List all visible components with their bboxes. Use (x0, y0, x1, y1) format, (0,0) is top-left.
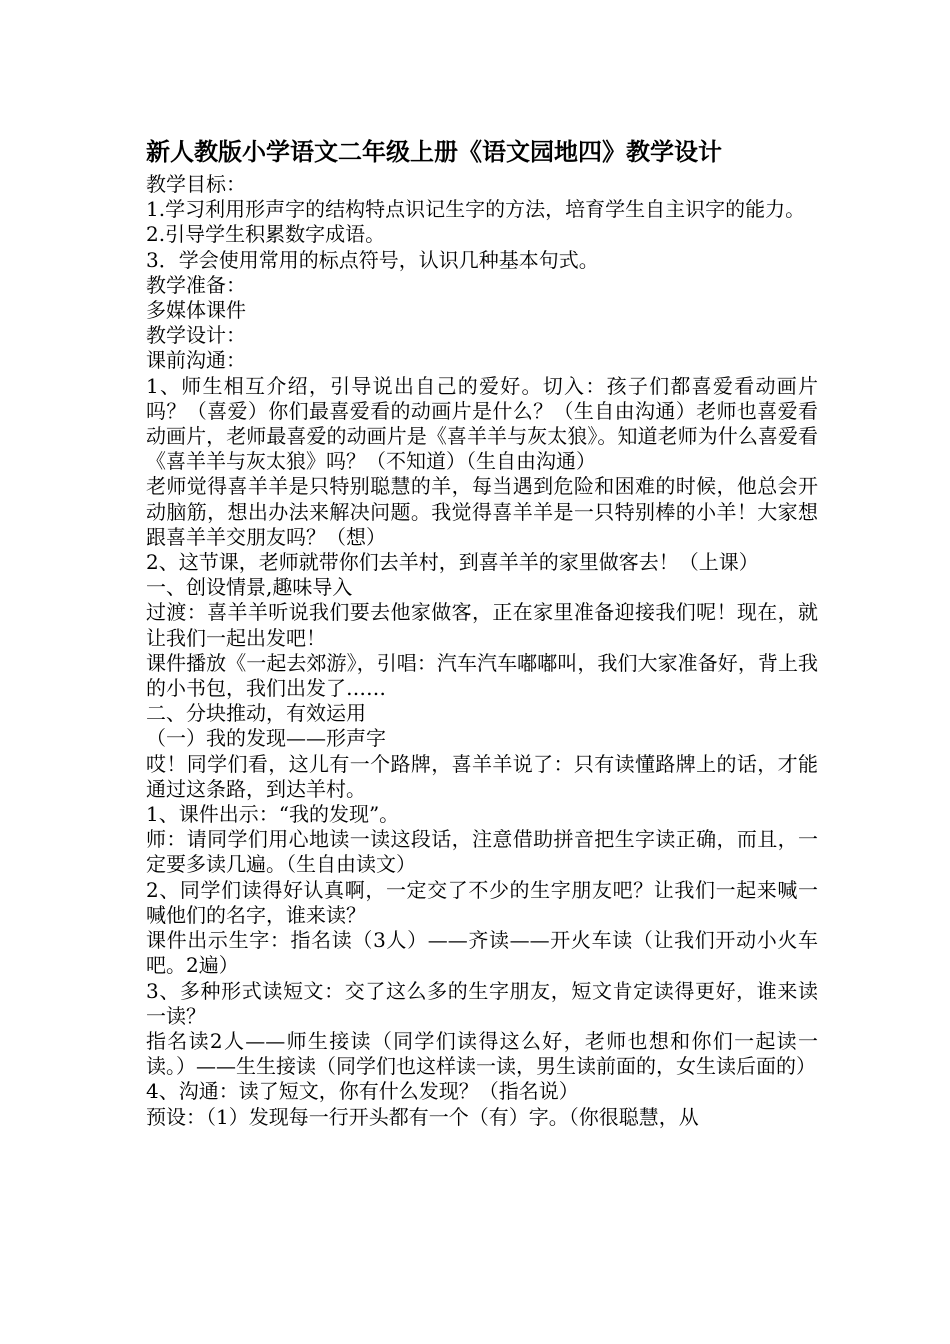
paragraph: 教学设计： (146, 323, 246, 348)
paragraph: 课前沟通： (146, 348, 246, 373)
paragraph: 哎！同学们看，这儿有一个路牌，喜羊羊说了：只有读懂路牌上的话，才能通过这条路，到达羊村。 (146, 751, 818, 801)
subsection-heading: （一）我的发现——形声字 (146, 726, 386, 751)
paragraph: 1.学习利用形声字的结构特点识记生字的方法，培育学生自主识字的能力。 (146, 197, 806, 222)
paragraph: 1、师生相互介绍，引导说出自己的爱好。切入：孩子们都喜爱看动画片吗？（喜爱）你们最喜爱看的动画片是什么？（生自由沟通）老师也喜爱看动画片，老师最喜爱的动画片是《喜羊羊与灰太狼》。知道老师为什么喜爱看《喜羊羊与灰太狼》吗？（不知道）（生自由沟通） (146, 373, 818, 474)
paragraph: 3、多种形式读短文：交了这么多的生字朋友，短文肯定读得更好，谁来读一读？ (146, 978, 818, 1028)
paragraph: 教学准备： (146, 272, 246, 297)
document-title: 新人教版小学语文二年级上册《语文园地四》教学设计 (146, 137, 722, 166)
paragraph: 教学目标： (146, 172, 246, 196)
paragraph: 2、同学们读得好认真啊，一定交了不少的生字朋友吧？让我们一起来喊一喊他们的名字，谁来读？ (146, 877, 818, 927)
document-body (146, 172, 818, 1130)
paragraph: 指名读2人——师生接读（同学们读得这么好，老师也想和你们一起读一读。）——生生接读（同学们也这样读一读，男生读前面的，女生读后面的） (146, 1028, 818, 1079)
paragraph: 师：请同学们用心地读一读这段话，注意借助拼音把生字读正确，而且，一定要多读几遍。（生自由读文） (146, 827, 818, 877)
paragraph: 课件播放《一起去郊游》，引唱：汽车汽车嘟嘟叫，我们大家准备好，背上我的小书包，我们出发了…… (146, 650, 818, 701)
paragraph: 4、沟通：读了短文，你有什么发现？（指名说） (146, 1079, 579, 1104)
section-heading: 二、分块推动，有效运用 (146, 701, 366, 726)
paragraph: 多媒体课件 (146, 298, 246, 323)
paragraph: 课件出示生字：指名读（3人）——齐读——开火车读（让我们开动小火车吧。2遍） (146, 928, 818, 978)
paragraph: 过渡：喜羊羊听说我们要去他家做客，正在家里准备迎接我们呢！现在，就让我们一起出发吧！ (146, 600, 818, 650)
section-heading: 一、创设情景,趣味导入 (146, 575, 353, 600)
paragraph: 老师觉得喜羊羊是只特别聪慧的羊，每当遇到危险和困难的时候，他总会开动脑筋，想出办法来解决问题。我觉得喜羊羊是一只特别棒的小羊！大家想跟喜羊羊交朋友吗？（想） (146, 474, 818, 549)
paragraph: 3．学会使用常用的标点符号，认识几种基本句式。 (146, 247, 599, 272)
paragraph: 预设：（1）发现每一行开头都有一个（有）字。（你很聪慧，从 (146, 1104, 699, 1129)
paragraph: 1、课件出示：“我的发现”。 (146, 802, 400, 827)
paragraph: 2、这节课，老师就带你们去羊村，到喜羊羊的家里做客去！（上课） (146, 550, 759, 575)
paragraph: 2.引导学生积累数字成语。 (146, 222, 386, 247)
